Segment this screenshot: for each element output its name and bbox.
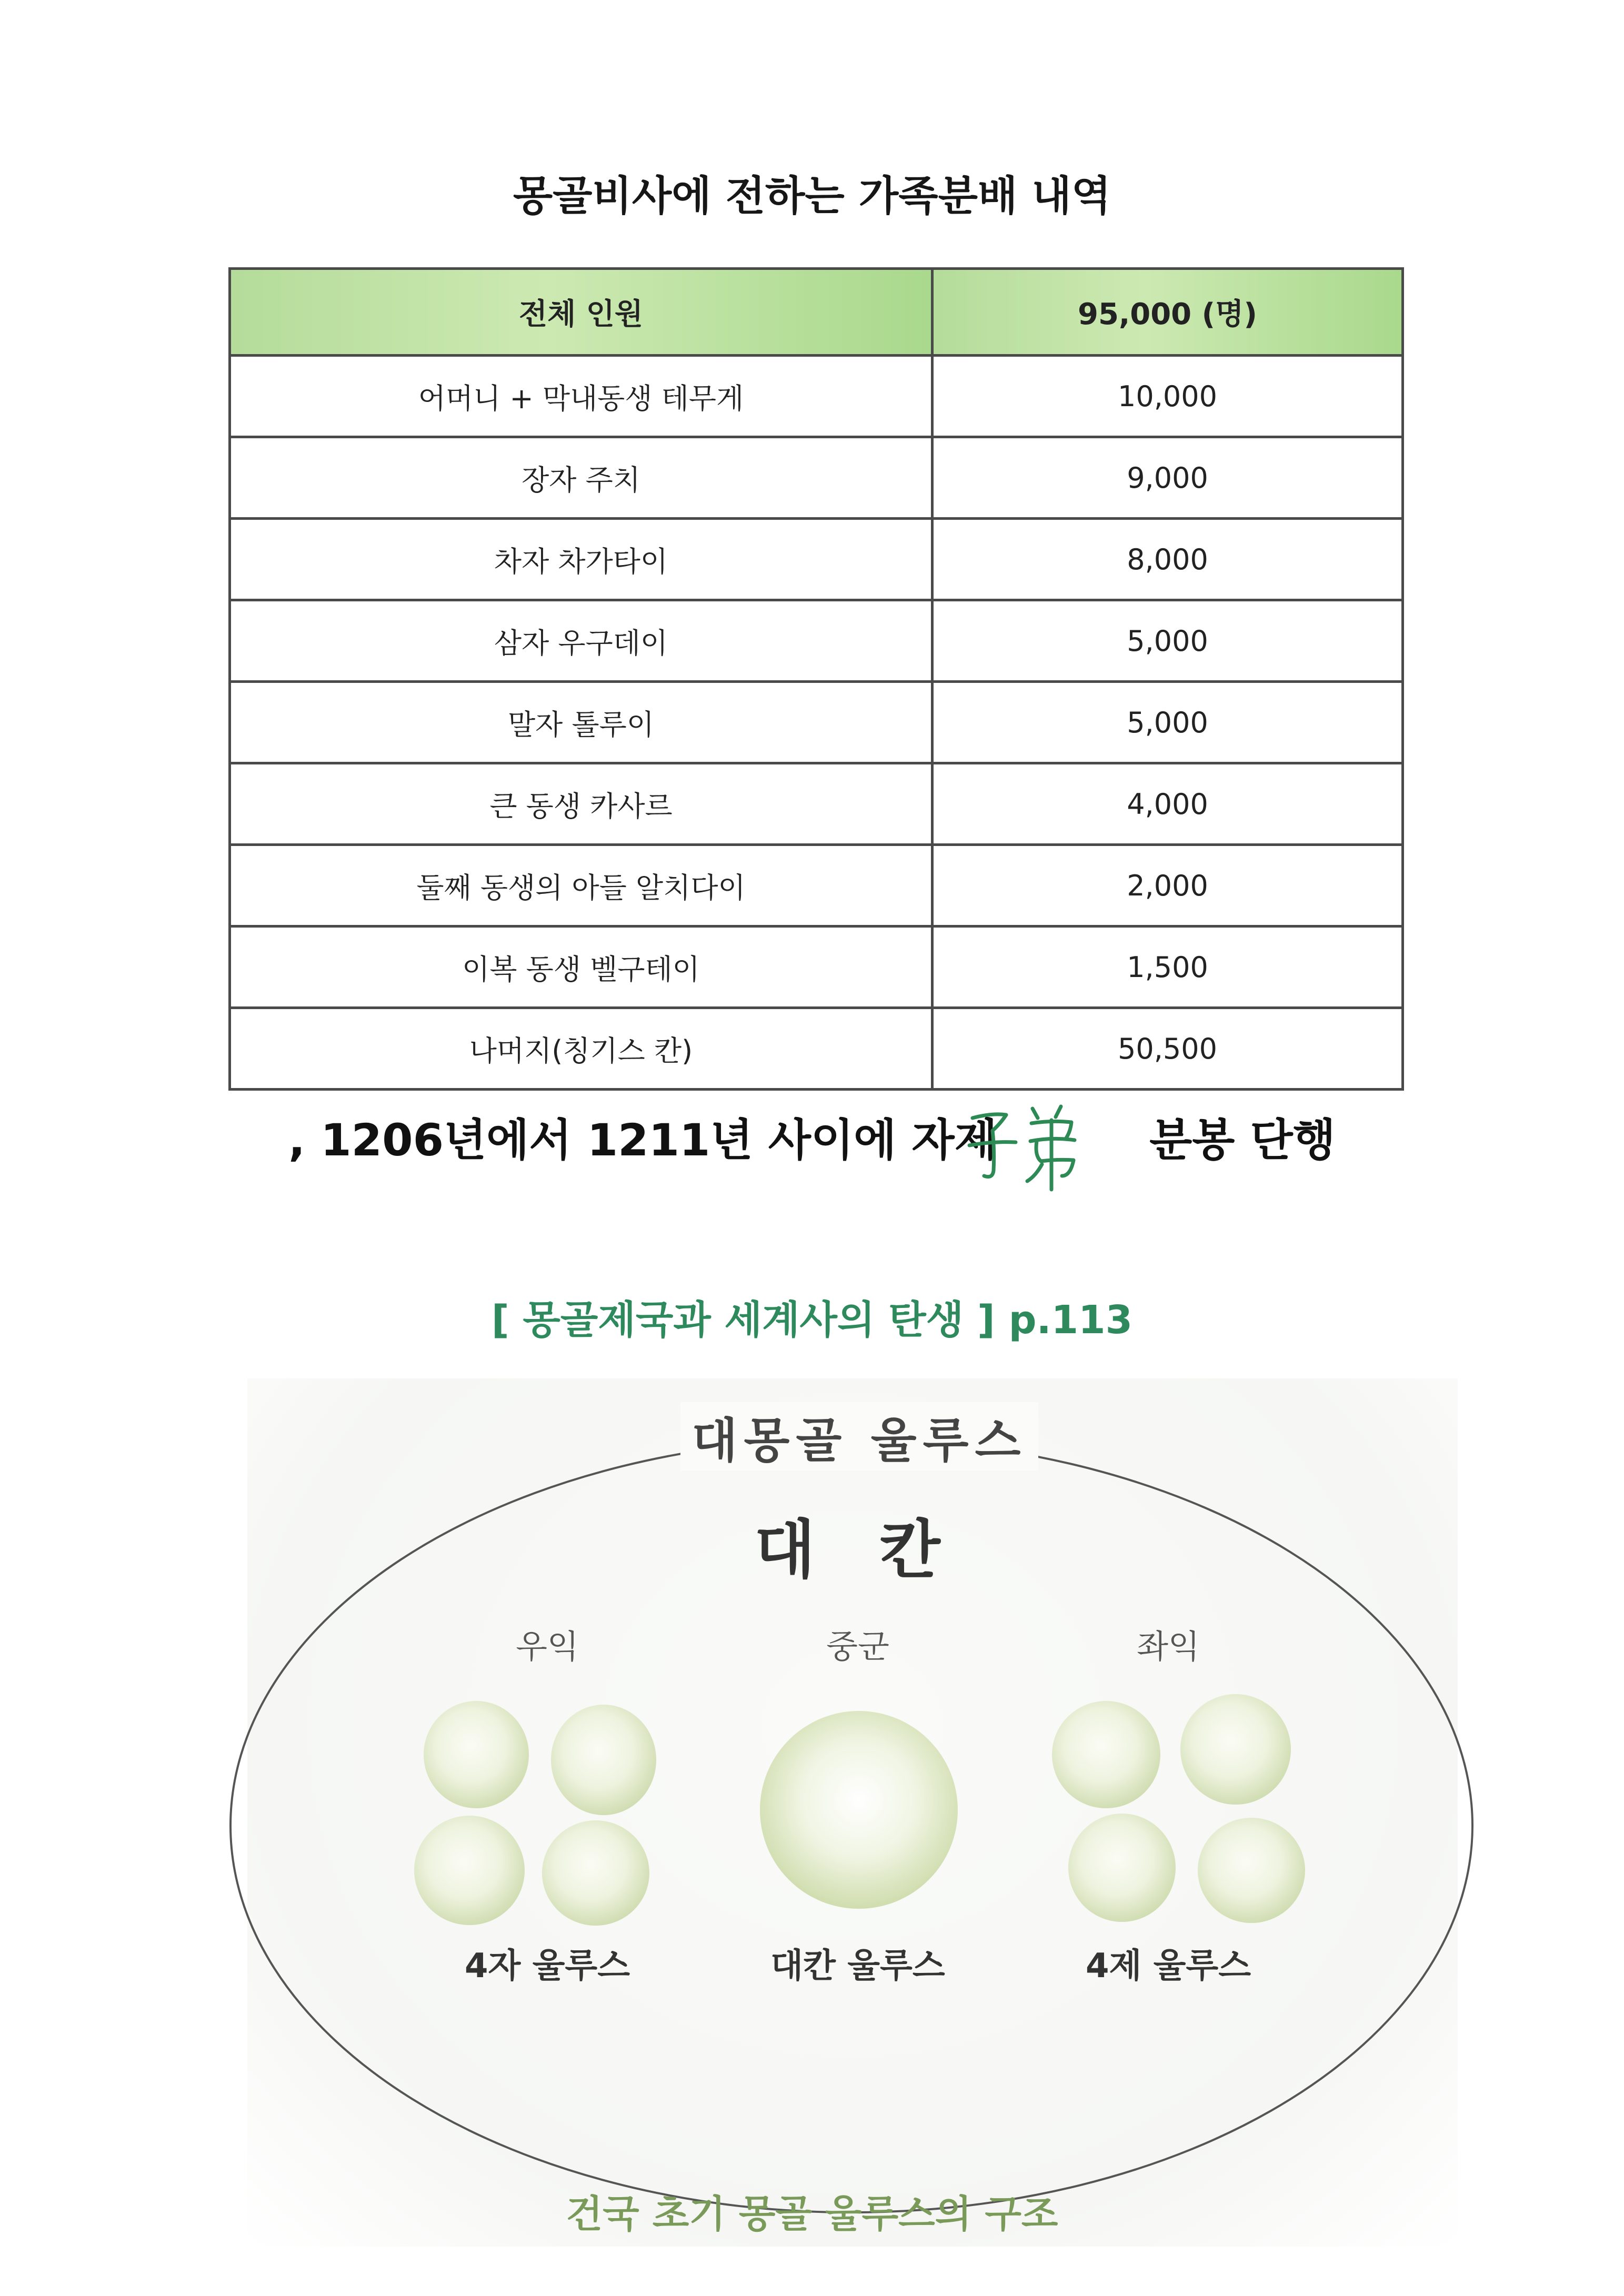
row-value: 9,000 [933,437,1403,519]
great-mongol-ulus-label: 대몽골 울루스 [680,1402,1038,1471]
center-army-label: 중군 [826,1627,889,1666]
row-name: 장자 주치 [230,437,933,519]
ulus-circle [1052,1701,1160,1808]
row-name: 삼자 우구데이 [230,600,933,682]
ulus-circle [1180,1694,1291,1805]
row-value: 10,000 [933,356,1403,437]
book-reference: [ 몽골제국과 세계사의 탄생 ] p.113 [491,1297,1133,1343]
header-cell-count: 95,000 (명) [933,269,1403,356]
row-value: 50,500 [933,1008,1403,1090]
row-value: 4,000 [933,763,1403,845]
right-wing-label: 우익 [516,1627,579,1666]
row-name: 말자 톨루이 [230,682,933,763]
row-value: 1,500 [933,927,1403,1008]
row-value: 2,000 [933,845,1403,927]
great-khan-ulus-circle [760,1711,958,1909]
ulus-circle [1198,1818,1305,1923]
ulus-circle [551,1705,656,1815]
great-khan-ulus-label: 대칸 울루스 [770,1947,945,1986]
great-khan-label: 대 칸 [754,1514,961,1587]
four-brothers-ulus-label: 4제 울루스 [1085,1947,1251,1986]
row-name: 둘째 동생의 아들 알치다이 [230,845,933,927]
page-title: 몽골비사에 전하는 가족분배 내역 [513,173,1111,220]
ulus-circle [542,1820,649,1926]
left-wing-label: 좌익 [1137,1627,1200,1666]
diagram-caption: 건국 초기 몽골 울루스의 구조 [566,2192,1058,2236]
row-value: 8,000 [933,519,1403,600]
row-name: 나머지(칭기스 칸) [230,1008,933,1090]
row-name: 차자 차가타이 [230,519,933,600]
row-name: 큰 동생 카사르 [230,763,933,845]
row-name: 어머니 + 막내동생 테무게 [230,356,933,437]
distribution-note-before: , 1206년에서 1211년 사이에 자제 [288,1114,997,1166]
distribution-note-after: 분봉 단행 [1134,1114,1336,1166]
ulus-circle [414,1816,525,1925]
row-value: 5,000 [933,682,1403,763]
row-value: 5,000 [933,600,1403,682]
row-name: 이복 동생 벨구테이 [230,927,933,1008]
four-sons-ulus-label: 4자 울루스 [464,1947,630,1986]
header-cell-total: 전체 인원 [230,269,933,356]
ulus-circle [1068,1814,1176,1922]
ulus-circle [424,1701,529,1808]
